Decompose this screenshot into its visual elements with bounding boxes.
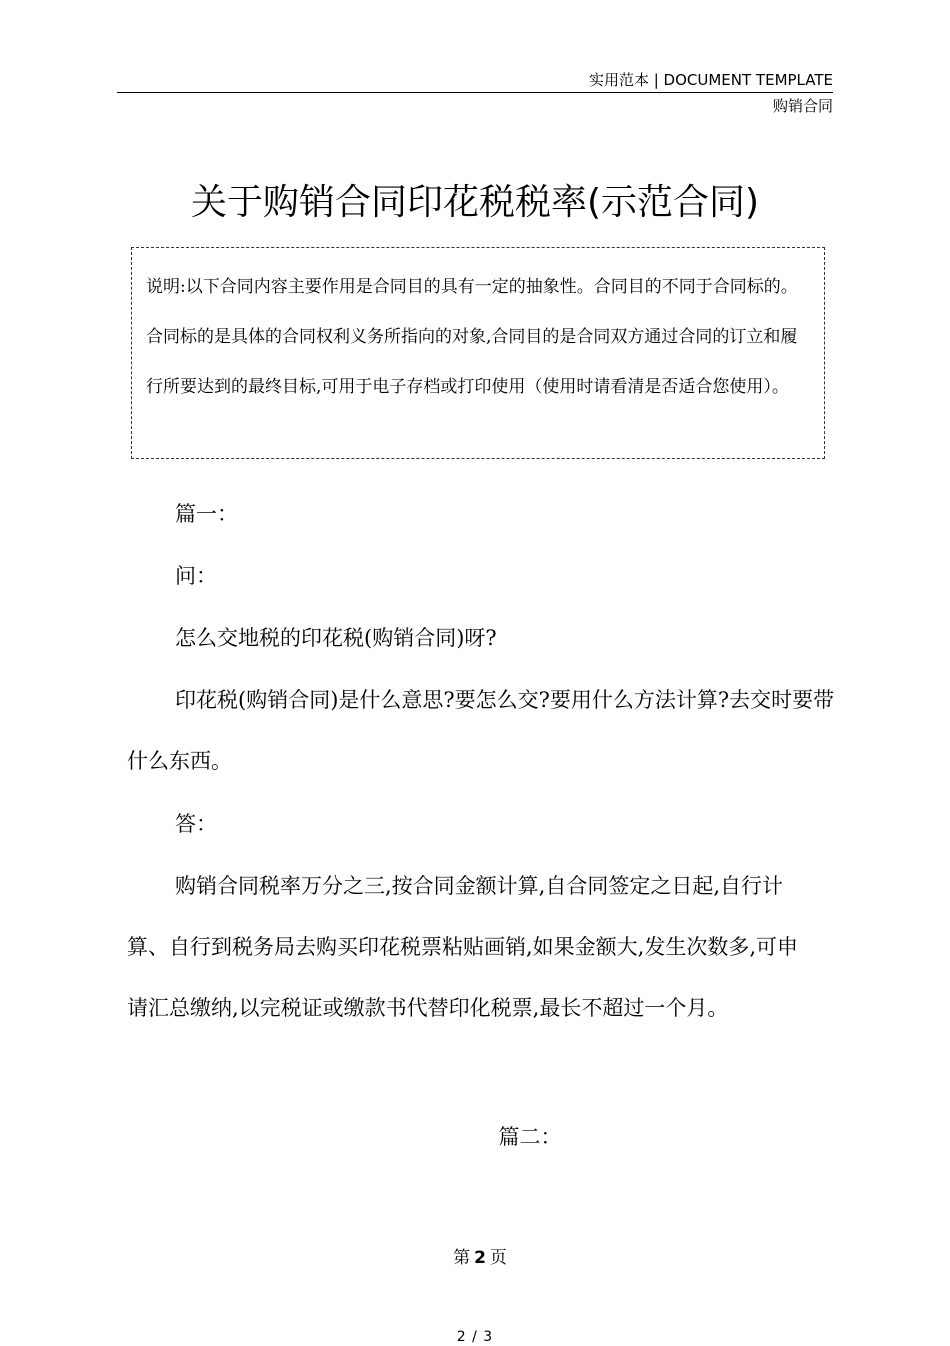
section-heading-2: 篇二： xyxy=(498,1125,562,1149)
header-subtitle: 购销合同 xyxy=(772,97,833,115)
document-title: 关于购销合同印花税税率(示范合同) xyxy=(190,182,760,223)
answer-text: 购销合同税率万分之三,按合同金额计算,自合同签定之日起,自行计算、自行到税务局去购买印花税票粘贴画销,如果金额大,发生次数多,可申请汇总缴纳,以完税证或缴款书代替印化税票,最长不超过一个月。 xyxy=(127,874,799,1020)
answer-label: 答： xyxy=(175,812,217,836)
section-heading-1: 篇一： xyxy=(175,502,238,526)
page-number xyxy=(0,1246,950,1270)
header-divider xyxy=(117,92,833,93)
question-line-2: 印花税(购销合同)是什么意思?要怎么交?要用什么方法计算?去交时要带什么东西。 xyxy=(127,688,835,773)
note-box: 说明:以下合同内容主要作用是合同目的具有一定的抽象性。合同目的不同于合同标的。合同标的是具体的合同权利义务所指向的对象,合同目的是合同双方通过合同的订立和履行所要达到的最终目标,可用于电子存档或打印使用（使用时请看清是否适合您使用）。 xyxy=(131,247,825,459)
header-brand: 实用范本 | DOCUMENT TEMPLATE xyxy=(588,71,833,89)
question-label: 问： xyxy=(175,564,217,588)
page-prefix: 第 xyxy=(453,1248,471,1268)
question-line-1: 怎么交地税的印花税(购销合同)呀? xyxy=(175,626,497,650)
page-suffix: 页 xyxy=(489,1248,507,1268)
pager-indicator: 2 / 3 xyxy=(456,1329,494,1345)
page-number-value: 2 xyxy=(474,1248,486,1268)
